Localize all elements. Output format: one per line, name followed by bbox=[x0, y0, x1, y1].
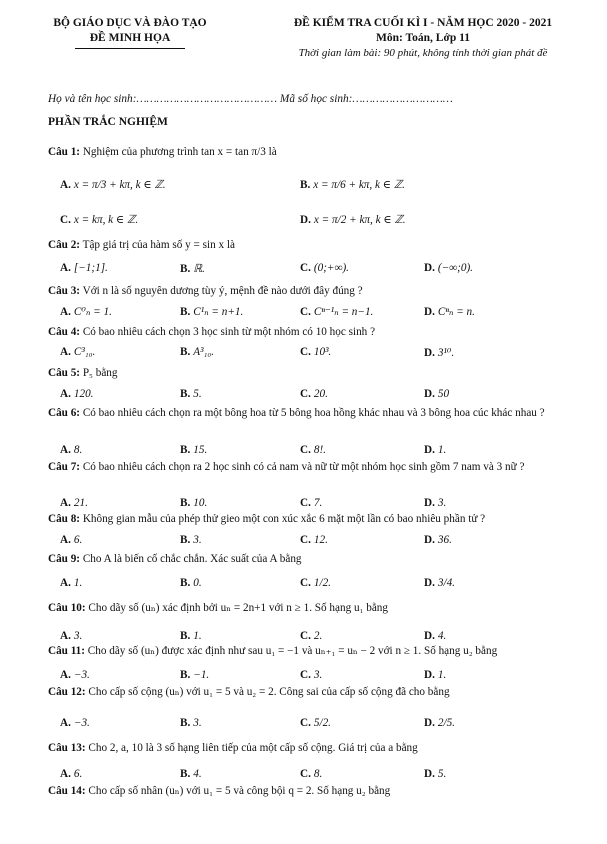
question-13 bbox=[48, 741, 573, 756]
option-letter: D. bbox=[424, 444, 435, 456]
option-letter: D. bbox=[424, 768, 435, 780]
option-letter: A. bbox=[60, 630, 71, 642]
option-text: 15. bbox=[193, 444, 208, 456]
answer-option-c[interactable] bbox=[300, 534, 328, 546]
question-label: Câu 14: bbox=[48, 785, 86, 797]
answer-option-c[interactable] bbox=[300, 388, 328, 400]
option-text: 2. bbox=[313, 630, 323, 642]
answer-option-c[interactable] bbox=[300, 305, 373, 318]
option-letter: D. bbox=[424, 717, 435, 729]
section-title: PHẦN TRẮC NGHIỆM bbox=[48, 116, 168, 128]
option-letter: B. bbox=[180, 630, 191, 642]
option-text: 10³. bbox=[313, 346, 332, 358]
option-letter: B. bbox=[180, 768, 191, 780]
option-text: 5/2. bbox=[313, 717, 331, 729]
answer-option-b[interactable] bbox=[180, 388, 202, 400]
answer-option-d[interactable] bbox=[424, 768, 446, 780]
option-letter: C. bbox=[300, 388, 311, 400]
option-letter: A. bbox=[60, 577, 71, 589]
question-text: Cho 2, a, 10 là 3 số hạng liên tiếp của một cấp số cộng. Giá trị của a bằng bbox=[85, 742, 418, 754]
question-2 bbox=[48, 238, 573, 253]
question-text: Cho cấp số cộng (uₙ) với u₁ = 5 và u₂ = 2. Công sai của cấp số cộng đã cho bằng bbox=[85, 686, 450, 698]
answer-option-b[interactable] bbox=[180, 768, 202, 780]
answer-option-a[interactable] bbox=[60, 178, 166, 191]
option-letter: A. bbox=[60, 669, 71, 681]
option-text: 6. bbox=[73, 768, 83, 780]
answer-option-b[interactable] bbox=[180, 305, 243, 318]
question-text: Có bao nhiêu cách chọn ra một bông hoa từ 5 bông hoa hồng khác nhau và 3 bông hoa cúc khác nhau ? bbox=[80, 407, 545, 419]
option-text: 3. bbox=[437, 497, 447, 509]
option-letter: B. bbox=[180, 263, 191, 275]
option-letter: D. bbox=[424, 306, 435, 318]
answer-option-a[interactable] bbox=[60, 577, 82, 589]
option-letter: B. bbox=[180, 534, 191, 546]
option-text: 8. bbox=[313, 768, 323, 780]
question-label: Câu 7: bbox=[48, 461, 81, 473]
option-text: 4. bbox=[437, 630, 447, 642]
option-letter: D. bbox=[424, 262, 435, 274]
option-text: 3. bbox=[313, 669, 323, 681]
answer-option-d[interactable] bbox=[424, 262, 473, 274]
answer-option-c[interactable] bbox=[300, 669, 322, 681]
subject-line: Môn: Toán, Lớp 11 bbox=[376, 32, 470, 44]
option-text: 8. bbox=[73, 444, 83, 456]
option-text: C¹ₙ = n+1. bbox=[193, 306, 244, 318]
question-label: Câu 10: bbox=[48, 602, 86, 614]
answer-option-a[interactable] bbox=[60, 768, 82, 780]
answer-option-a[interactable] bbox=[60, 669, 90, 681]
option-text: 10. bbox=[193, 497, 208, 509]
answer-option-a[interactable] bbox=[60, 534, 82, 546]
answer-option-b[interactable] bbox=[180, 669, 209, 681]
question-text: Nghiệm của phương trình tan x = tan π/3 là bbox=[80, 146, 277, 158]
answer-option-d[interactable] bbox=[424, 534, 452, 546]
option-text: 3. bbox=[193, 534, 202, 546]
option-letter: D. bbox=[424, 388, 435, 400]
option-text: Cⁿₙ = n. bbox=[437, 306, 475, 318]
answer-option-b[interactable] bbox=[180, 497, 207, 509]
answer-option-a[interactable] bbox=[60, 305, 112, 318]
question-text: Với n là số nguyên dương tùy ý, mệnh đề nào dưới đây đúng ? bbox=[80, 285, 363, 297]
answer-option-d[interactable] bbox=[424, 577, 455, 589]
question-1 bbox=[48, 145, 573, 160]
option-text: x = π/2 + kπ, k ∈ ℤ. bbox=[313, 214, 406, 226]
answer-option-c[interactable] bbox=[300, 577, 331, 589]
option-text: 20. bbox=[313, 388, 328, 400]
question-label: Câu 12: bbox=[48, 686, 86, 698]
option-letter: C. bbox=[300, 444, 311, 456]
option-letter: D. bbox=[424, 497, 435, 509]
option-letter: C. bbox=[300, 768, 311, 780]
question-label: Câu 8: bbox=[48, 513, 81, 525]
answer-option-d[interactable] bbox=[424, 305, 475, 318]
question-text: Cho cấp số nhân (uₙ) với u₁ = 5 và công bội q = 2. Số hạng u₂ bằng bbox=[85, 785, 391, 797]
option-text: −3. bbox=[73, 669, 90, 681]
option-letter: C. bbox=[300, 497, 311, 509]
answer-option-d[interactable] bbox=[424, 717, 455, 729]
question-8 bbox=[48, 512, 573, 527]
option-text: 120. bbox=[73, 388, 94, 400]
answer-option-b[interactable] bbox=[180, 577, 202, 589]
answer-option-c[interactable] bbox=[300, 768, 322, 780]
answer-option-c[interactable] bbox=[300, 717, 331, 729]
question-10 bbox=[48, 601, 573, 616]
option-text: 1. bbox=[437, 444, 447, 456]
question-text: P₅ bằng bbox=[80, 367, 118, 379]
option-text: 3¹⁰. bbox=[437, 347, 455, 359]
answer-option-a[interactable] bbox=[60, 630, 82, 642]
option-text: x = π/6 + kπ, k ∈ ℤ. bbox=[313, 179, 405, 191]
option-letter: C. bbox=[300, 346, 311, 358]
answer-option-d[interactable] bbox=[424, 346, 454, 359]
question-label: Câu 9: bbox=[48, 553, 81, 565]
answer-option-b[interactable] bbox=[180, 717, 202, 729]
option-text: −1. bbox=[193, 669, 210, 681]
question-text: Cho dãy số (uₙ) được xác định như sau u₁ = −1 và uₙ₊₁ = uₙ − 2 với n ≥ 1. Số hạng u₂ bằng bbox=[85, 645, 498, 657]
option-text: 1. bbox=[73, 577, 83, 589]
option-letter: B. bbox=[180, 444, 191, 456]
question-text: Tập giá trị của hàm số y = sin x là bbox=[80, 239, 235, 251]
option-letter: A. bbox=[60, 768, 71, 780]
question-6 bbox=[48, 406, 573, 421]
option-text: x = π/3 + kπ, k ∈ ℤ. bbox=[73, 179, 166, 191]
question-label: Câu 13: bbox=[48, 742, 86, 754]
option-text: 12. bbox=[313, 534, 328, 546]
answer-option-d[interactable] bbox=[424, 669, 446, 681]
option-letter: B. bbox=[300, 179, 311, 191]
question-4 bbox=[48, 325, 573, 340]
question-3 bbox=[48, 284, 573, 299]
answer-option-d[interactable] bbox=[424, 388, 449, 400]
option-letter: D. bbox=[300, 214, 311, 226]
option-text: C³₁₀. bbox=[73, 346, 96, 358]
answer-option-a[interactable] bbox=[60, 346, 95, 358]
answer-option-c[interactable] bbox=[300, 346, 331, 358]
option-letter: A. bbox=[60, 179, 71, 191]
option-text: 0. bbox=[193, 577, 202, 589]
option-letter: B. bbox=[180, 388, 191, 400]
option-letter: A. bbox=[60, 497, 71, 509]
question-7 bbox=[48, 460, 573, 475]
question-12 bbox=[48, 685, 573, 700]
question-label: Câu 2: bbox=[48, 239, 81, 251]
answer-option-c[interactable] bbox=[300, 444, 326, 456]
option-text: 3/4. bbox=[437, 577, 455, 589]
option-letter: B. bbox=[180, 497, 191, 509]
option-text: Cⁿ⁻¹ₙ = n−1. bbox=[313, 306, 374, 318]
answer-option-b[interactable] bbox=[180, 630, 202, 642]
option-text: 1/2. bbox=[313, 577, 331, 589]
option-letter: A. bbox=[60, 444, 71, 456]
ministry-name: BỘ GIÁO DỤC VÀ ĐÀO TẠO bbox=[53, 17, 207, 29]
sample-label: ĐỀ MINH HỌA bbox=[89, 32, 171, 44]
option-text: 2/5. bbox=[437, 717, 455, 729]
option-text: [−1;1]. bbox=[73, 262, 108, 274]
option-letter: D. bbox=[424, 347, 435, 359]
question-text: Không gian mẫu của phép thử gieo một con xúc xắc 6 mặt một lần có bao nhiêu phần tử ? bbox=[80, 513, 486, 525]
answer-option-b[interactable] bbox=[180, 534, 202, 546]
option-letter: D. bbox=[424, 669, 435, 681]
question-11 bbox=[48, 644, 573, 659]
question-label: Câu 5: bbox=[48, 367, 81, 379]
answer-option-a[interactable] bbox=[60, 262, 108, 274]
option-text: 3. bbox=[193, 717, 202, 729]
question-text: Cho dãy số (uₙ) xác định bởi uₙ = 2n+1 với n ≥ 1. Số hạng u₁ bằng bbox=[85, 602, 388, 614]
option-text: C⁰ₙ = 1. bbox=[73, 306, 112, 318]
option-text: 5. bbox=[193, 388, 202, 400]
answer-option-b[interactable] bbox=[300, 178, 405, 191]
option-letter: D. bbox=[424, 630, 435, 642]
option-letter: C. bbox=[300, 534, 311, 546]
question-label: Câu 1: bbox=[48, 146, 81, 158]
option-text: 36. bbox=[437, 534, 452, 546]
option-letter: C. bbox=[60, 214, 71, 226]
header-left bbox=[30, 16, 230, 49]
option-text: x = kπ, k ∈ ℤ. bbox=[73, 214, 139, 226]
question-text: Cho A là biến cố chắc chắn. Xác suất của A bằng bbox=[80, 553, 302, 565]
answer-option-c[interactable] bbox=[60, 213, 138, 226]
question-label: Câu 3: bbox=[48, 285, 81, 297]
question-5 bbox=[48, 366, 573, 381]
option-letter: B. bbox=[180, 577, 191, 589]
option-text: 3. bbox=[73, 630, 83, 642]
option-text: 7. bbox=[313, 497, 323, 509]
question-text: Có bao nhiêu cách chọn 3 học sinh từ một nhóm có 10 học sinh ? bbox=[80, 326, 376, 338]
option-letter: A. bbox=[60, 262, 71, 274]
option-letter: A. bbox=[60, 388, 71, 400]
option-text: 6. bbox=[73, 534, 83, 546]
option-text: 50 bbox=[437, 388, 450, 400]
option-text: 4. bbox=[193, 768, 202, 780]
answer-option-a[interactable] bbox=[60, 717, 90, 729]
question-label: Câu 11: bbox=[48, 645, 85, 657]
answer-option-d[interactable] bbox=[300, 213, 406, 226]
header-right bbox=[258, 16, 588, 61]
option-letter: C. bbox=[300, 262, 311, 274]
option-letter: B. bbox=[180, 669, 191, 681]
option-letter: C. bbox=[300, 630, 311, 642]
option-letter: A. bbox=[60, 717, 71, 729]
option-text: (−∞;0). bbox=[437, 262, 473, 274]
option-letter: C. bbox=[300, 717, 311, 729]
option-text: −3. bbox=[73, 717, 90, 729]
header-underline bbox=[75, 48, 185, 49]
option-letter: D. bbox=[424, 534, 435, 546]
answer-option-b[interactable] bbox=[180, 346, 214, 358]
option-letter: A. bbox=[60, 346, 71, 358]
option-letter: C. bbox=[300, 306, 311, 318]
option-text: 1. bbox=[437, 669, 447, 681]
option-letter: B. bbox=[180, 346, 191, 358]
answer-option-c[interactable] bbox=[300, 497, 322, 509]
answer-option-c[interactable] bbox=[300, 262, 349, 274]
answer-option-d[interactable] bbox=[424, 497, 446, 509]
exam-title: ĐỀ KIỂM TRA CUỐI KÌ I - NĂM HỌC 2020 - 2021 bbox=[293, 17, 553, 29]
option-letter: B. bbox=[180, 717, 191, 729]
option-letter: C. bbox=[300, 577, 311, 589]
option-letter: A. bbox=[60, 534, 71, 546]
option-text: 8!. bbox=[313, 444, 327, 456]
answer-option-a[interactable] bbox=[60, 497, 88, 509]
time-line: Thời gian làm bài: 90 phút, không tính thời gian phát đề bbox=[298, 47, 548, 59]
option-text: 21. bbox=[73, 497, 88, 509]
answer-option-b[interactable] bbox=[180, 262, 205, 275]
option-text: (0;+∞). bbox=[313, 262, 349, 274]
option-letter: B. bbox=[180, 306, 191, 318]
option-letter: D. bbox=[424, 577, 435, 589]
answer-option-d[interactable] bbox=[424, 444, 446, 456]
answer-option-c[interactable] bbox=[300, 630, 322, 642]
option-text: ℝ. bbox=[193, 263, 205, 275]
answer-option-b[interactable] bbox=[180, 444, 207, 456]
option-letter: C. bbox=[300, 669, 311, 681]
question-label: Câu 6: bbox=[48, 407, 81, 419]
student-info-line: Họ và tên học sinh:…………………………………… Mã số học sinh:………………………… bbox=[48, 93, 453, 105]
option-letter: A. bbox=[60, 306, 71, 318]
answer-option-a[interactable] bbox=[60, 388, 93, 400]
option-text: 5. bbox=[437, 768, 447, 780]
option-text: A³₁₀. bbox=[193, 346, 215, 358]
answer-option-a[interactable] bbox=[60, 444, 82, 456]
answer-option-d[interactable] bbox=[424, 630, 446, 642]
question-9 bbox=[48, 552, 573, 567]
option-text: 1. bbox=[193, 630, 202, 642]
question-label: Câu 4: bbox=[48, 326, 81, 338]
question-14 bbox=[48, 784, 573, 799]
question-text: Có bao nhiêu cách chọn ra 2 học sinh có cả nam và nữ từ một nhóm học sinh gồm 7 nam và 3 nữ ? bbox=[80, 461, 525, 473]
